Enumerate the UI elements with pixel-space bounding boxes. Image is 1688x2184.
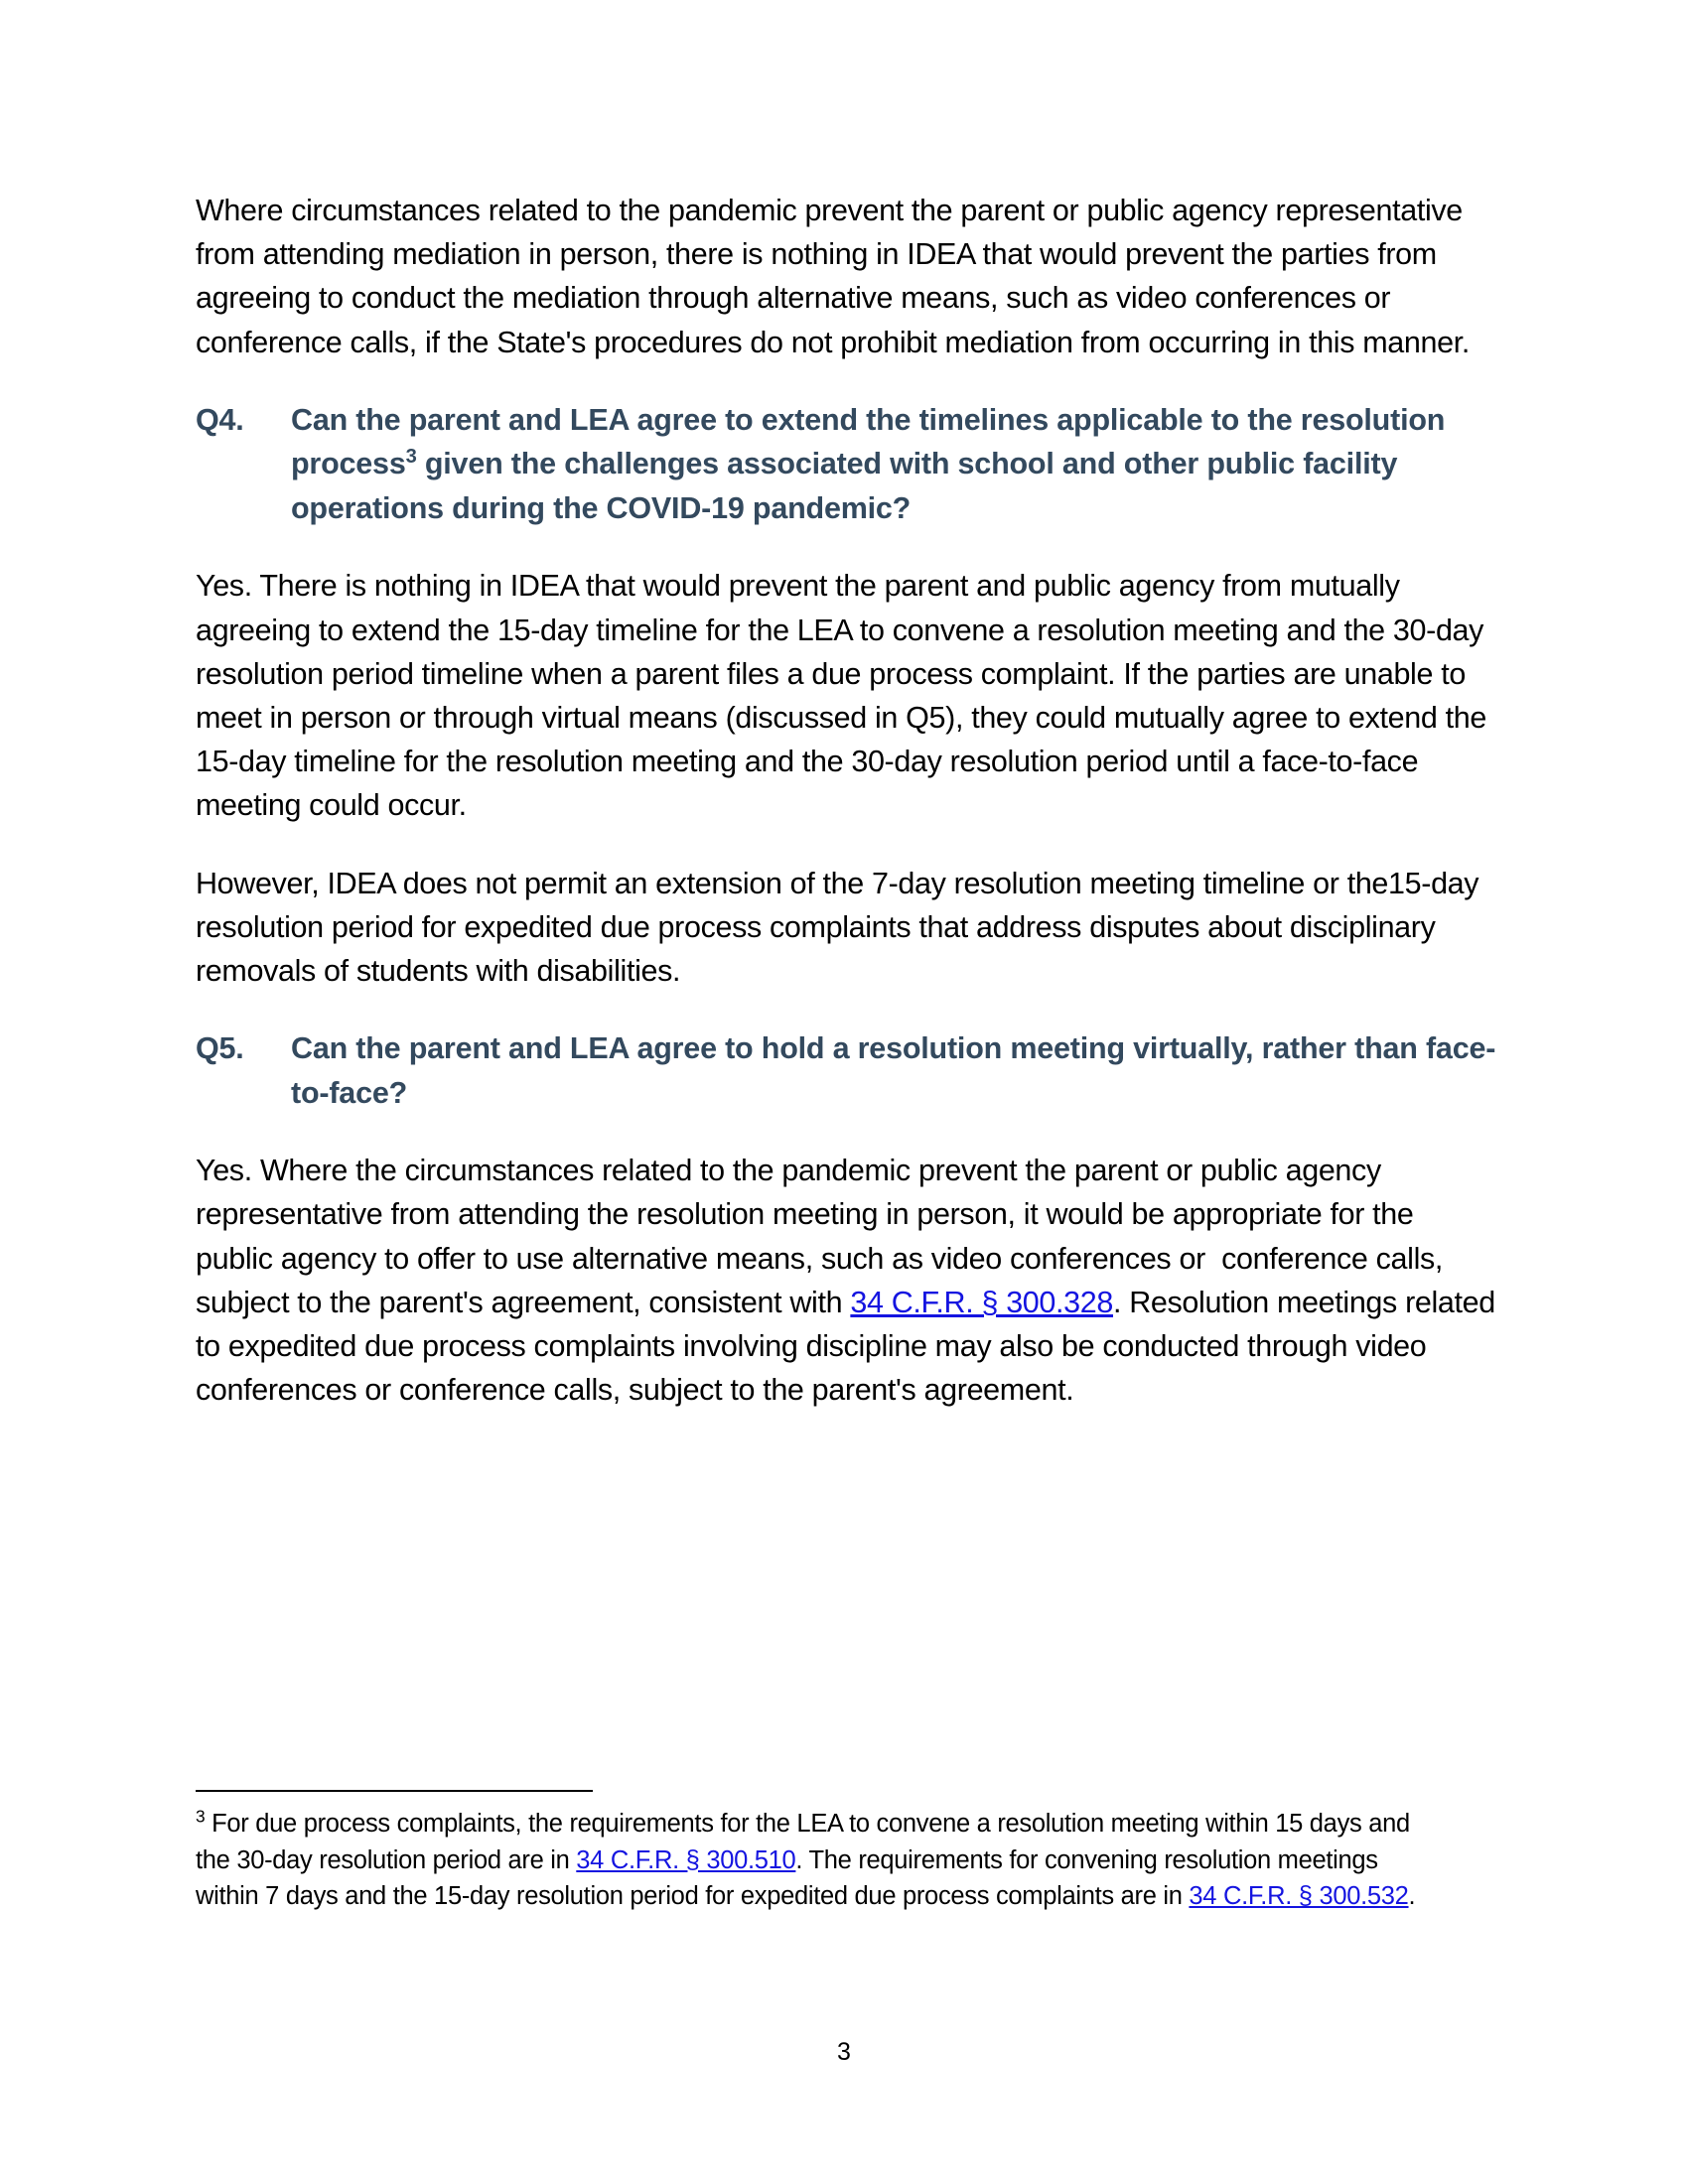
q4-text-before-superscript: Can the parent and LEA agree to extend the timelines applicable to the resolution process [291,402,1454,481]
question-q4 [196,398,1496,531]
q4-answer-paragraph-2: However, IDEA does not permit an extension of the 7-day resolution meeting timeline or the15-day resolution period for expedited due process complaints that address disputes about disciplinary removals of students with disabilities. [196,866,1487,988]
footnote-marker: 3 [196,1806,206,1827]
footnote-separator-rule [196,1790,593,1792]
q5-heading-text: Can the parent and LEA agree to hold a resolution meeting virtually, rather than face-to-face? [291,1031,1496,1110]
footnote-section [196,1790,1427,1915]
footnote-text-part-1: For due process complaints, the requirements for the LEA to convene a resolution meeting within 15 days and the 30-day resolution period are in [196,1810,1417,1874]
page-number: 3 [837,2038,851,2066]
cfr-300-328-link[interactable]: 34 C.F.R. § 300.328 [850,1285,1113,1319]
q4-number: Q4. [196,402,244,437]
q5-answer-paragraph [196,1149,1504,1412]
footnote-3 [196,1806,1427,1915]
page-content [196,189,1504,1445]
cfr-300-532-link[interactable]: 34 C.F.R. § 300.532 [1189,1882,1409,1910]
q4-footnote-marker: 3 [405,446,417,469]
q4-heading-text [291,398,1496,531]
q4-text-after-superscript: given the challenges associated with school and other public facility operations during the COVID-19 pandemic? [291,447,1406,525]
question-q5 [196,1026,1496,1115]
footnote-text-part-3: . [1408,1882,1416,1910]
q5-answer-text-part-2: . Resolution meetings related to expedited due process complaints involving discipline may also be conducted through video conferences or conference calls, subject to the parent's agreement. [196,1285,1504,1408]
intro-paragraph: Where circumstances related to the pandemic prevent the parent or public agency representative from attending mediation in person, there is nothing in IDEA that would prevent the parties from agreeing to conduct the mediation through alternative means, such as video conferences or conference calls, if the State's procedures do not prohibit mediation from occurring in this manner. [196,194,1472,359]
footnote-text-part-2: . The requirements for convening resolution meetings within 7 days and the 15-day resolution period for expedited due process complaints are in [196,1845,1385,1910]
q4-answer-paragraph-1: Yes. There is nothing in IDEA that would prevent the parent and public agency from mutually agreeing to extend the 15-day timeline for the LEA to convene a resolution meeting and the 30-day resolution period timeline when a parent files a due process complaint. If the parties are unable to meet in person or through virtual means (discussed in Q5), they could mutually agree to extend the 15-day timeline for the resolution meeting and the 30-day resolution period until a face-to-face meeting could occur. [196,569,1495,823]
q5-number: Q5. [196,1031,244,1066]
q5-answer-text-part-1: Yes. Where the circumstances related to the pandemic prevent the parent or public agency representative from attending the resolution meeting in person, it would be appropriate for the public agency to offer to use alternative means, such as video conferences or conference calls, subject to the parent's agreement, consistent with [196,1154,1452,1319]
cfr-300-510-link[interactable]: 34 C.F.R. § 300.510 [576,1845,796,1874]
